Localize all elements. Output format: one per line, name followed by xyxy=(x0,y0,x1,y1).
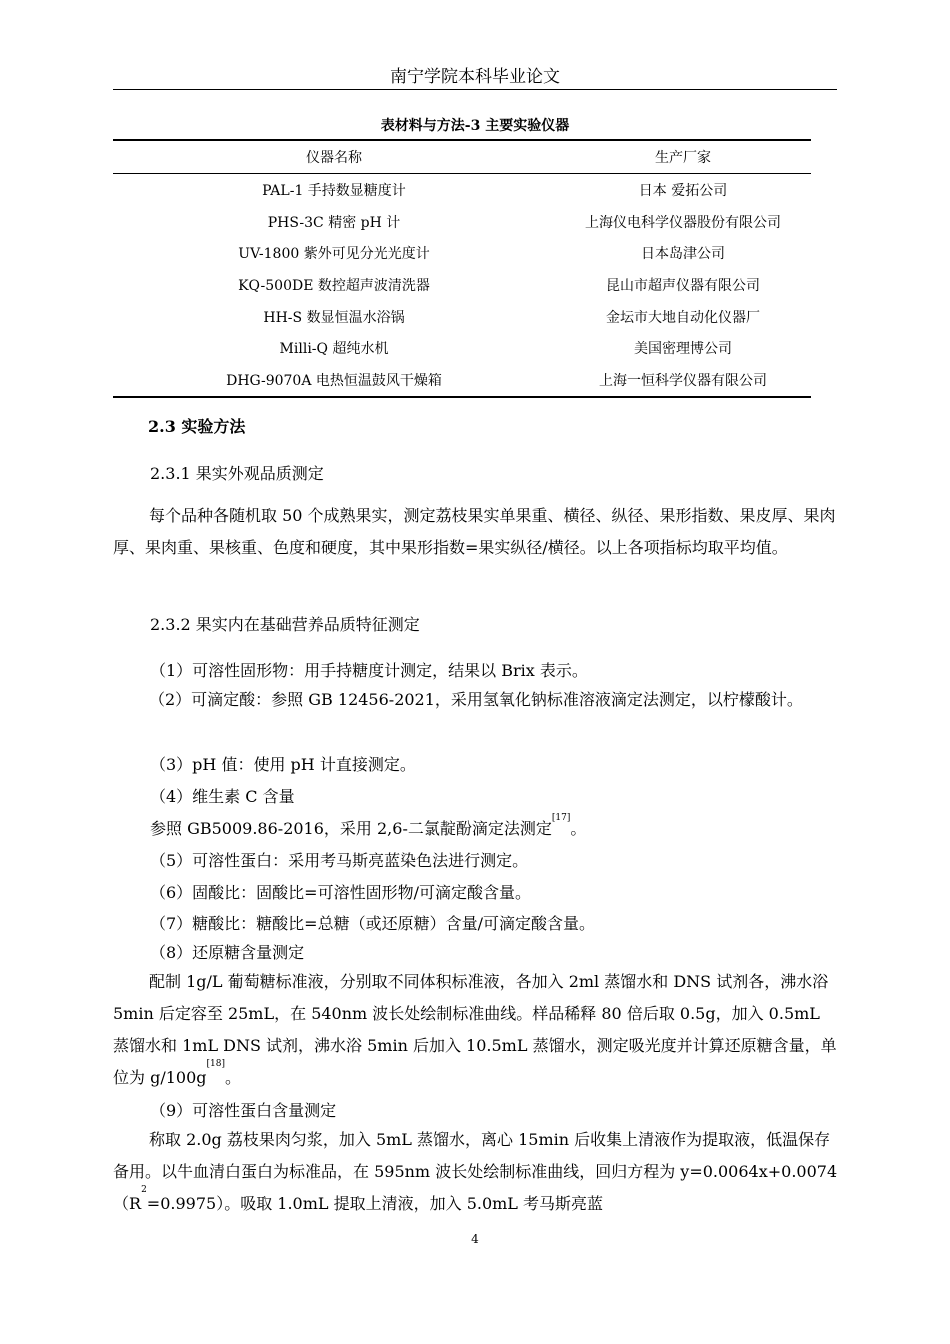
manufacturer-cell: 上海一恒科学仪器有限公司 xyxy=(555,364,811,397)
item4-text: 参照 GB5009.86-2016，采用 2,6-二氯靛酚滴定法测定 xyxy=(150,819,552,838)
instrument-name-cell: PHS-3C 精密 pH 计 xyxy=(267,214,401,231)
instrument-name-cell: DHG-9070A 电热恒温鼓风干燥箱 xyxy=(113,364,555,397)
table-header-row xyxy=(113,140,811,174)
manufacturer-cell: 上海仪电科学仪器股份有限公司 xyxy=(585,214,781,231)
superscript-2: 2 xyxy=(141,1185,147,1195)
list-item xyxy=(150,813,890,839)
item4-end: 。 xyxy=(570,819,587,838)
instrument-name-cell: KQ-500DE 数控超声波清洗器 xyxy=(238,277,430,294)
table-row xyxy=(113,206,811,238)
column-header-instrument: 仪器名称 xyxy=(113,140,555,174)
list-item: （1）可溶性固形物：用手持糖度计测定，结果以 Brix 表示。 xyxy=(150,661,588,680)
page-header: 南宁学院本科毕业论文 xyxy=(390,67,560,87)
list-item: （8）还原糖含量测定 xyxy=(150,943,305,962)
list-item: （5）可溶性蛋白：采用考马斯亮蓝染色法进行测定。 xyxy=(150,851,529,870)
item9-para-b: =0.9975）。吸取 1.0mL 提取上清液，加入 5.0mL 考马斯亮蓝 xyxy=(146,1194,604,1213)
instrument-table xyxy=(113,139,811,398)
manufacturer-cell: 美国密理博公司 xyxy=(634,341,732,358)
instrument-name-cell: HH-S 数显恒温水浴锅 xyxy=(263,309,405,326)
header-rule xyxy=(113,89,837,90)
list-item: （2）可滴定酸：参照 GB 12456-2021，采用氢氧化钠标准溶液滴定法测定，以柠檬酸计。 xyxy=(149,690,803,709)
citation-ref: [18] xyxy=(206,1059,225,1069)
instrument-name-cell: Milli-Q 超纯水机 xyxy=(279,341,389,358)
instrument-name-cell: PAL-1 手持数显糖度计 xyxy=(262,182,406,199)
citation-ref: [17] xyxy=(551,813,571,823)
page-number: 4 xyxy=(471,1232,479,1246)
manufacturer-cell: 日本 爱拓公司 xyxy=(638,182,728,199)
table-row xyxy=(113,269,811,301)
instrument-table-wrap xyxy=(113,139,811,398)
list-item: （6）固酸比：固酸比=可溶性固形物/可滴定酸含量。 xyxy=(150,883,531,902)
table-row xyxy=(113,364,811,397)
subsection-heading: 2.3.2 果实内在基础营养品质特征测定 xyxy=(150,615,420,634)
list-item: （9）可溶性蛋白含量测定 xyxy=(150,1101,337,1120)
column-header-manufacturer: 生产厂家 xyxy=(555,140,811,174)
paragraph xyxy=(113,1124,839,1220)
instrument-name-cell: UV-1800 紫外可见分光光度计 xyxy=(238,246,430,263)
manufacturer-cell: 昆山市超声仪器有限公司 xyxy=(606,277,760,294)
item8-para: 配制 1g/L 葡萄糖标准液，分别取不同体积标准液，各加入 2ml 蒸馏水和 DNS 试剂各，沸水浴 5min 后定容至 25mL，在 540nm 波长处绘制标准曲线。样品稀释 80 倍后取 0.5g，加入 0.5mL 蒸馏水和 1mL DNS 试剂，沸水浴 5min 后加入 10.5mL 蒸馏水，测定吸光度并计算还原糖含量，单位为 g/100g xyxy=(113,972,837,1087)
manufacturer-cell: 日本岛津公司 xyxy=(641,246,725,263)
list-item: （3）pH 值：使用 pH 计直接测定。 xyxy=(150,755,416,774)
table-row xyxy=(113,174,811,206)
list-item: （7）糖酸比：糖酸比=总糖（或还原糖）含量/可滴定酸含量。 xyxy=(150,914,595,933)
table-row xyxy=(113,237,811,269)
table-row xyxy=(113,332,811,364)
manufacturer-cell: 金坛市大地自动化仪器厂 xyxy=(606,309,760,326)
list-item: （4）维生素 C 含量 xyxy=(150,787,295,806)
paragraph: 每个品种各随机取 50 个成熟果实，测定荔枝果实单果重、横径、纵径、果形指数、果皮厚、果肉厚、果肉重、果核重、色度和硬度，其中果形指数=果实纵径/横径。以上各项指标均取平均值。 xyxy=(113,506,836,557)
table-row xyxy=(113,301,811,333)
paragraph xyxy=(113,966,839,1094)
item9-para-a: 称取 2.0g 荔枝果肉匀浆，加入 5mL 蒸馏水，离心 15min 后收集上清液作为提取液，低温保存备用。以牛血清白蛋白为标准品，在 595nm 波长处绘制标准曲线，回归方程为 y=0.0064x+0.0074（R xyxy=(113,1130,838,1213)
subsection-heading: 2.3.1 果实外观品质测定 xyxy=(150,464,324,483)
item8-end: 。 xyxy=(225,1068,242,1087)
table-caption: 表材料与方法-3 主要实验仪器 xyxy=(380,118,570,134)
section-heading: 2.3 实验方法 xyxy=(148,417,246,436)
